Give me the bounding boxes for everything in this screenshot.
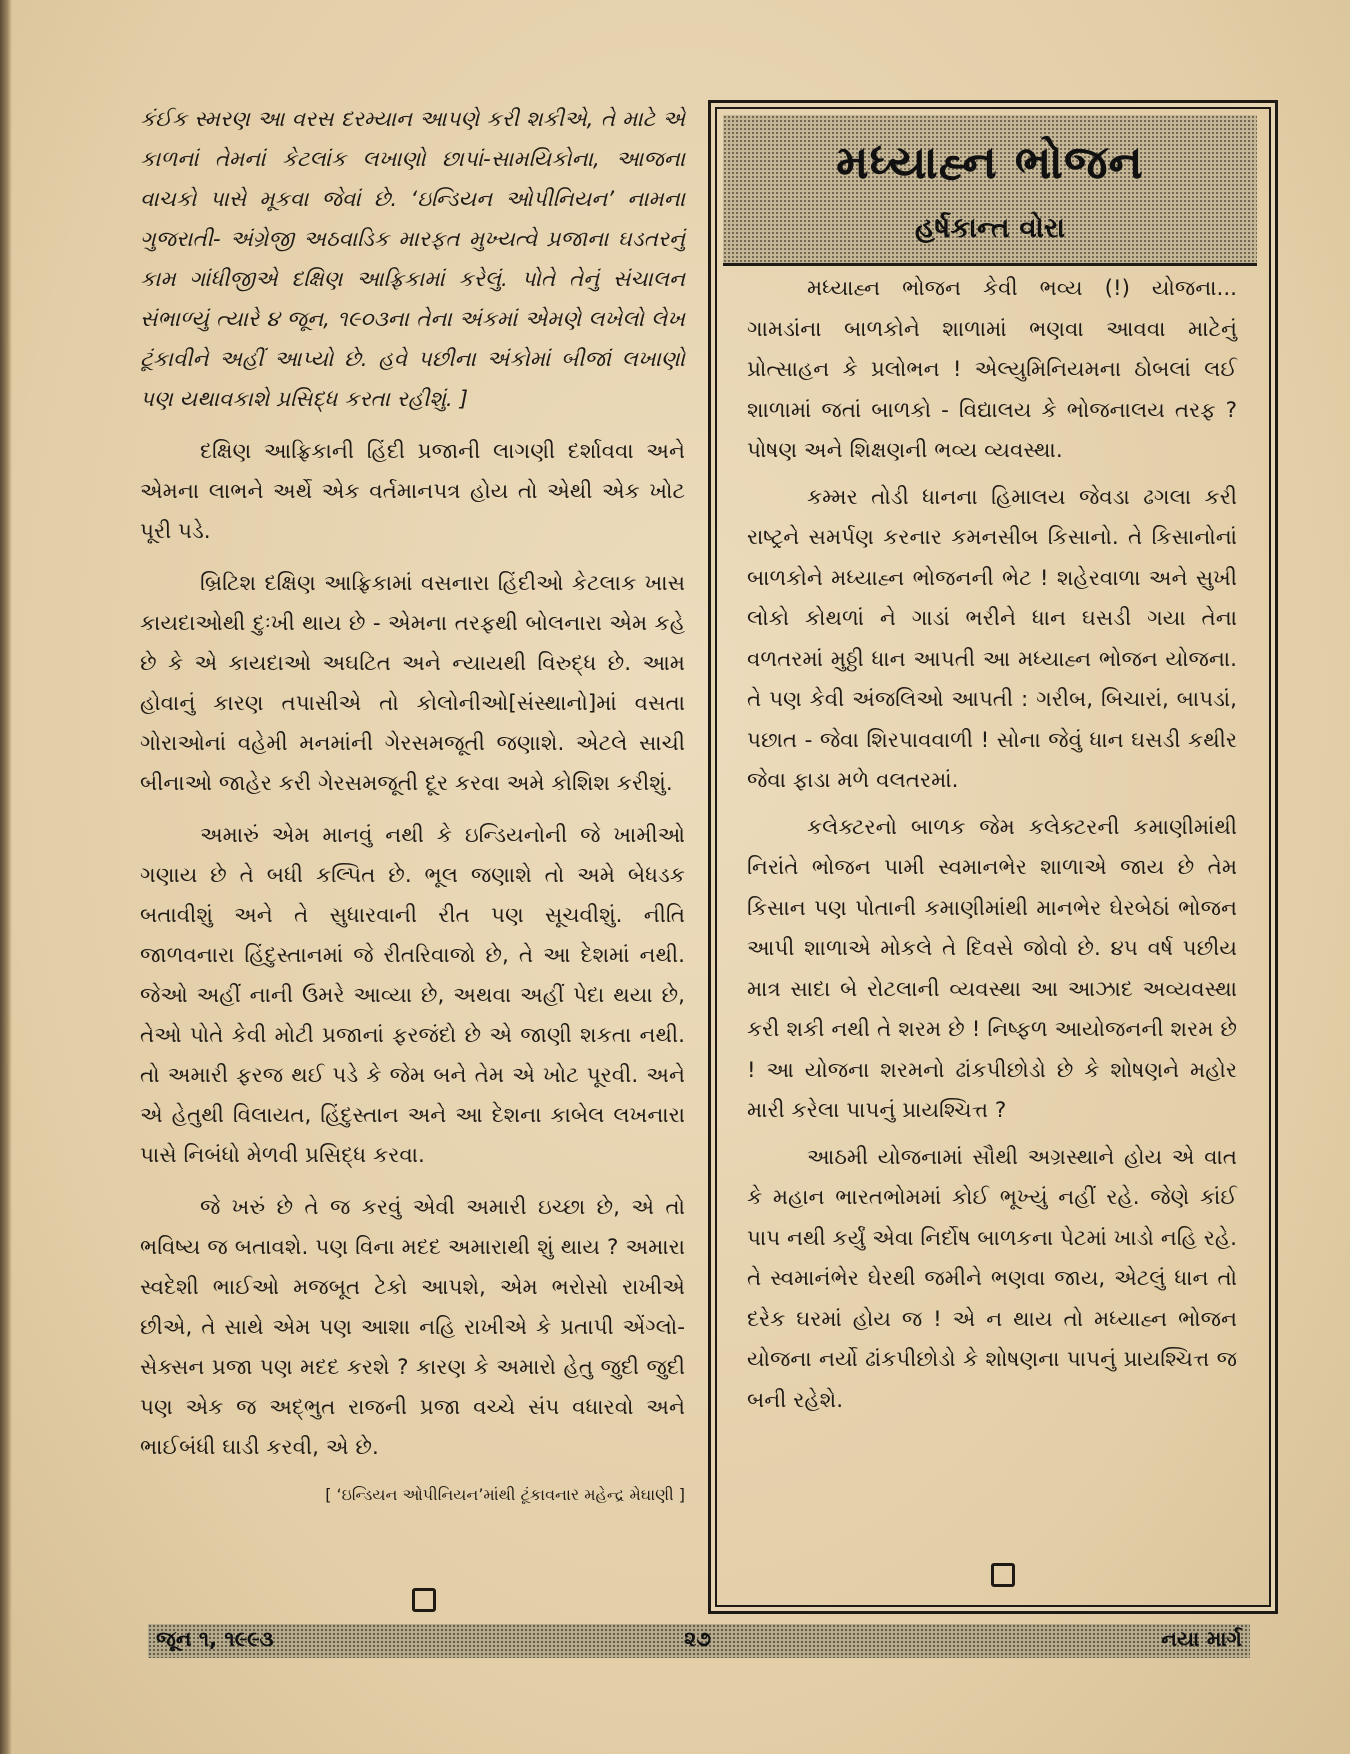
end-mark-icon [412,1588,436,1612]
left-paragraph: બ્રિટિશ દક્ષિણ આફ્રિકામાં વસનારા હિંદીઓ કેટલાક ખાસ કાયદાઓથી દુઃખી થાય છે - એમના તરફથી બોલનારા એમ કહે છે કે એ કાયદાઓ અઘટિત અને ન્યાયથી વિરુદ્ધ છે. આમ હોવાનું કારણ તપાસીએ તો કોલોનીઓ[સંસ્થાનો]માં વસતા ગોરાઓનાં વહેમી મનમાંની ગેરસમજૂતી જણાશે. એટલે સાચી બીનાઓ જાહેર કરી ગેરસમજૂતી દૂર કરવા અમે કોશિશ કરીશું. [140,571,685,796]
footer-date: જૂન ૧, ૧૯૯૩ [156,1627,274,1651]
article-paragraph: આઠમી યોજનામાં સૌથી અગ્રસ્થાને હોય એ વાત કે મહાન ભારતભોમમાં કોઈ ભૂખ્યું નહીં રહે. જેણે કાંઈ પાપ નથી કર્યું એવા નિર્દોષ બાળકના પેટમાં ખાડો નહિ રહે. તે સ્વમાનંભેર ઘેરથી જમીને ભણવા જાય, એટલું ધાન તો દરેક ઘરમાં હોય જ ! એ ન થાય તો મધ્યાહ્ન ભોજન યોજના નર્યો ઢાંકપીછોડો કે શોષણના પાપનું પ્રાયશ્ચિત્ત જ બની રહેશે. [747,1144,1237,1413]
article-author: હર્ષકાન્ત વોરા [914,211,1066,244]
binding-edge [0,0,12,1754]
article-header [723,115,1257,266]
article-box [708,100,1278,1614]
article-title: મધ્યાહ્ન ભોજન [836,135,1144,189]
left-paragraph: દક્ષિણ આફ્રિકાની હિંદી પ્રજાની લાગણી દર્શાવવા અને એમના લાભને અર્થે એક વર્તમાનપત્ર હોય તો એથી એક ખોટ પૂરી પડે. [140,439,685,544]
left-paragraph: જે ખરું છે તે જ કરવું એવી અમારી ઇચ્છા છે, એ તો ભવિષ્ય જ બતાવશે. પણ વિના મદદ અમારાથી શું થાય ? અમારા સ્વદેશી ભાઈઓ મજબૂત ટેકો આપશે, એમ ભરોસો રાખીએ છીએ, તે સાથે એમ પણ આશા નહિ રાખીએ કે પ્રતાપી એંગ્લો-સેક્સન પ્રજા પણ મદદ કરશે ? કારણ કે અમારો હેતુ જુદી જુદી પણ એક જ અદ્ભુત રાજની પ્રજા વચ્ચે સંપ વધારવો અને ભાઈબંધી ઘાડી કરવી, એ છે. [140,1195,685,1460]
article-body [747,269,1237,1427]
article-paragraph: કમ્મર તોડી ધાનના હિમાલય જેવડા ઢગલા કરી રાષ્ટ્રને સમર્પણ કરનાર કમનસીબ કિસાનો. તે કિસાનોનાં બાળકોને મધ્યાહ્ન ભોજનની ભેટ ! શહેરવાળા અને સુખી લોકો કોથળાં ને ગાડાં ભરીને ધાન ઘસડી ગયા તેના વળતરમાં મુઠ્ઠી ધાન આપતી આ મધ્યાહ્ન ભોજન યોજના. તે પણ કેવી અંજલિઓ આપતી : ગરીબ, બિચારાં, બાપડાં, પછાત - જેવા શિરપાવવાળી ! સોના જેવું ધાન ઘસડી કથીર જેવા ફાડા મળે વલતરમાં. [747,484,1237,793]
article-paragraph: કલેક્ટરનો બાળક જેમ કલેક્ટરની કમાણીમાંથી નિરાંતે ભોજન પામી સ્વમાનભેર શાળાએ જાય છે તેમ કિસાન પણ પોતાની કમાણીમાંથી માનભેર ઘેરબેઠાં ભોજન આપી શાળાએ મોકલે તે દિવસે જોવો છે. ૪૫ વર્ષ પછીય માત્ર સાદા બે રોટલાની વ્યવસ્થા આ આઝાદ અવ્યવસ્થા કરી શકી નથી તે શરમ છે ! નિષ્ફળ આયોજનની શરમ છે ! આ યોજના શરમનો ઢાંકપીછોડો છે કે શોષણને મહોર મારી કરેલા પાપનું પ્રાયશ્ચિત્ત ? [747,814,1237,1123]
page-footer [148,1624,1250,1658]
publication-name: નયા માર્ગ [1161,1627,1242,1651]
article-paragraph: મધ્યાહ્ન ભોજન કેવી ભવ્ય (!) યોજના... ગામડાંના બાળકોને શાળામાં ભણવા આવવા માટેનું પ્રોત્સાહન કે પ્રલોભન ! એલ્યુમિનિયમના ઠોબલાં લઈ શાળામાં જતાં બાળકો - વિદ્યાલય કે ભોજનાલય તરફ ? પોષણ અને શિક્ષણની ભવ્ય વ્યવસ્થા. [747,276,1237,463]
left-column [140,100,685,1510]
page-number: ૨૭ [684,1627,711,1651]
attribution: [ ‘ઇન્ડિયન ઓપીનિયન’માંથી ટૂંકાવનાર મહેન્દ્ર મેઘાણી ] [325,1485,685,1504]
editor-intro: કંઈક સ્મરણ આ વરસ દરમ્યાન આપણે કરી શકીએ, તે માટે એ કાળનાં તેમનાં કેટલાંક લખાણો છાપાં-સામયિકોના, આજના વાચકો પાસે મૂકવા જેવાં છે. ‘ઇન્ડિયન ઓપીનિયન’ નામના ગુજરાતી- અંગ્રેજી અઠવાડિક મારફત મુખ્યત્વે પ્રજાના ઘડતરનું કામ ગાંધીજીએ દક્ષિણ આફ્રિકામાં કરેલું. પોતે તેનું સંચાલન સંભાળ્યું ત્યારે ૪ જૂન, ૧૯૦૩ના તેના અંકમાં એમણે લખેલો લેખ ટૂંકાવીને અહીં આપ્યો છે. હવે પછીના અંકોમાં બીજાં લખાણો પણ યથાવકાશે પ્રસિદ્ધ કરતા રહીશું. ] [140,107,685,412]
end-mark-icon [991,1563,1015,1587]
left-paragraph: અમારું એમ માનવું નથી કે ઇન્ડિયનોની જે ખામીઓ ગણાય છે તે બધી કલ્પિત છે. ભૂલ જણાશે તો અમે બેધડક બતાવીશું અને તે સુધારવાની રીત પણ સૂચવીશું. નીતિ જાળવનારા હિંદુસ્તાનમાં જે રીતરિવાજો છે, તે આ દેશમાં નથી. જેઓ અહીં નાની ઉમરે આવ્યા છે, અથવા અહીં પેદા થયા છે, તેઓ પોતે કેવી મોટી પ્રજાનાં ફરજંદો છે એ જાણી શકતા નથી. તો અમારી ફરજ થઈ પડે કે જેમ બને તેમ એ ખોટ પૂરવી. અને એ હેતુથી વિલાયત, હિંદુસ્તાન અને આ દેશના કાબેલ લખનારા પાસે નિબંધો મેળવી પ્રસિદ્ધ કરવા. [140,823,685,1168]
